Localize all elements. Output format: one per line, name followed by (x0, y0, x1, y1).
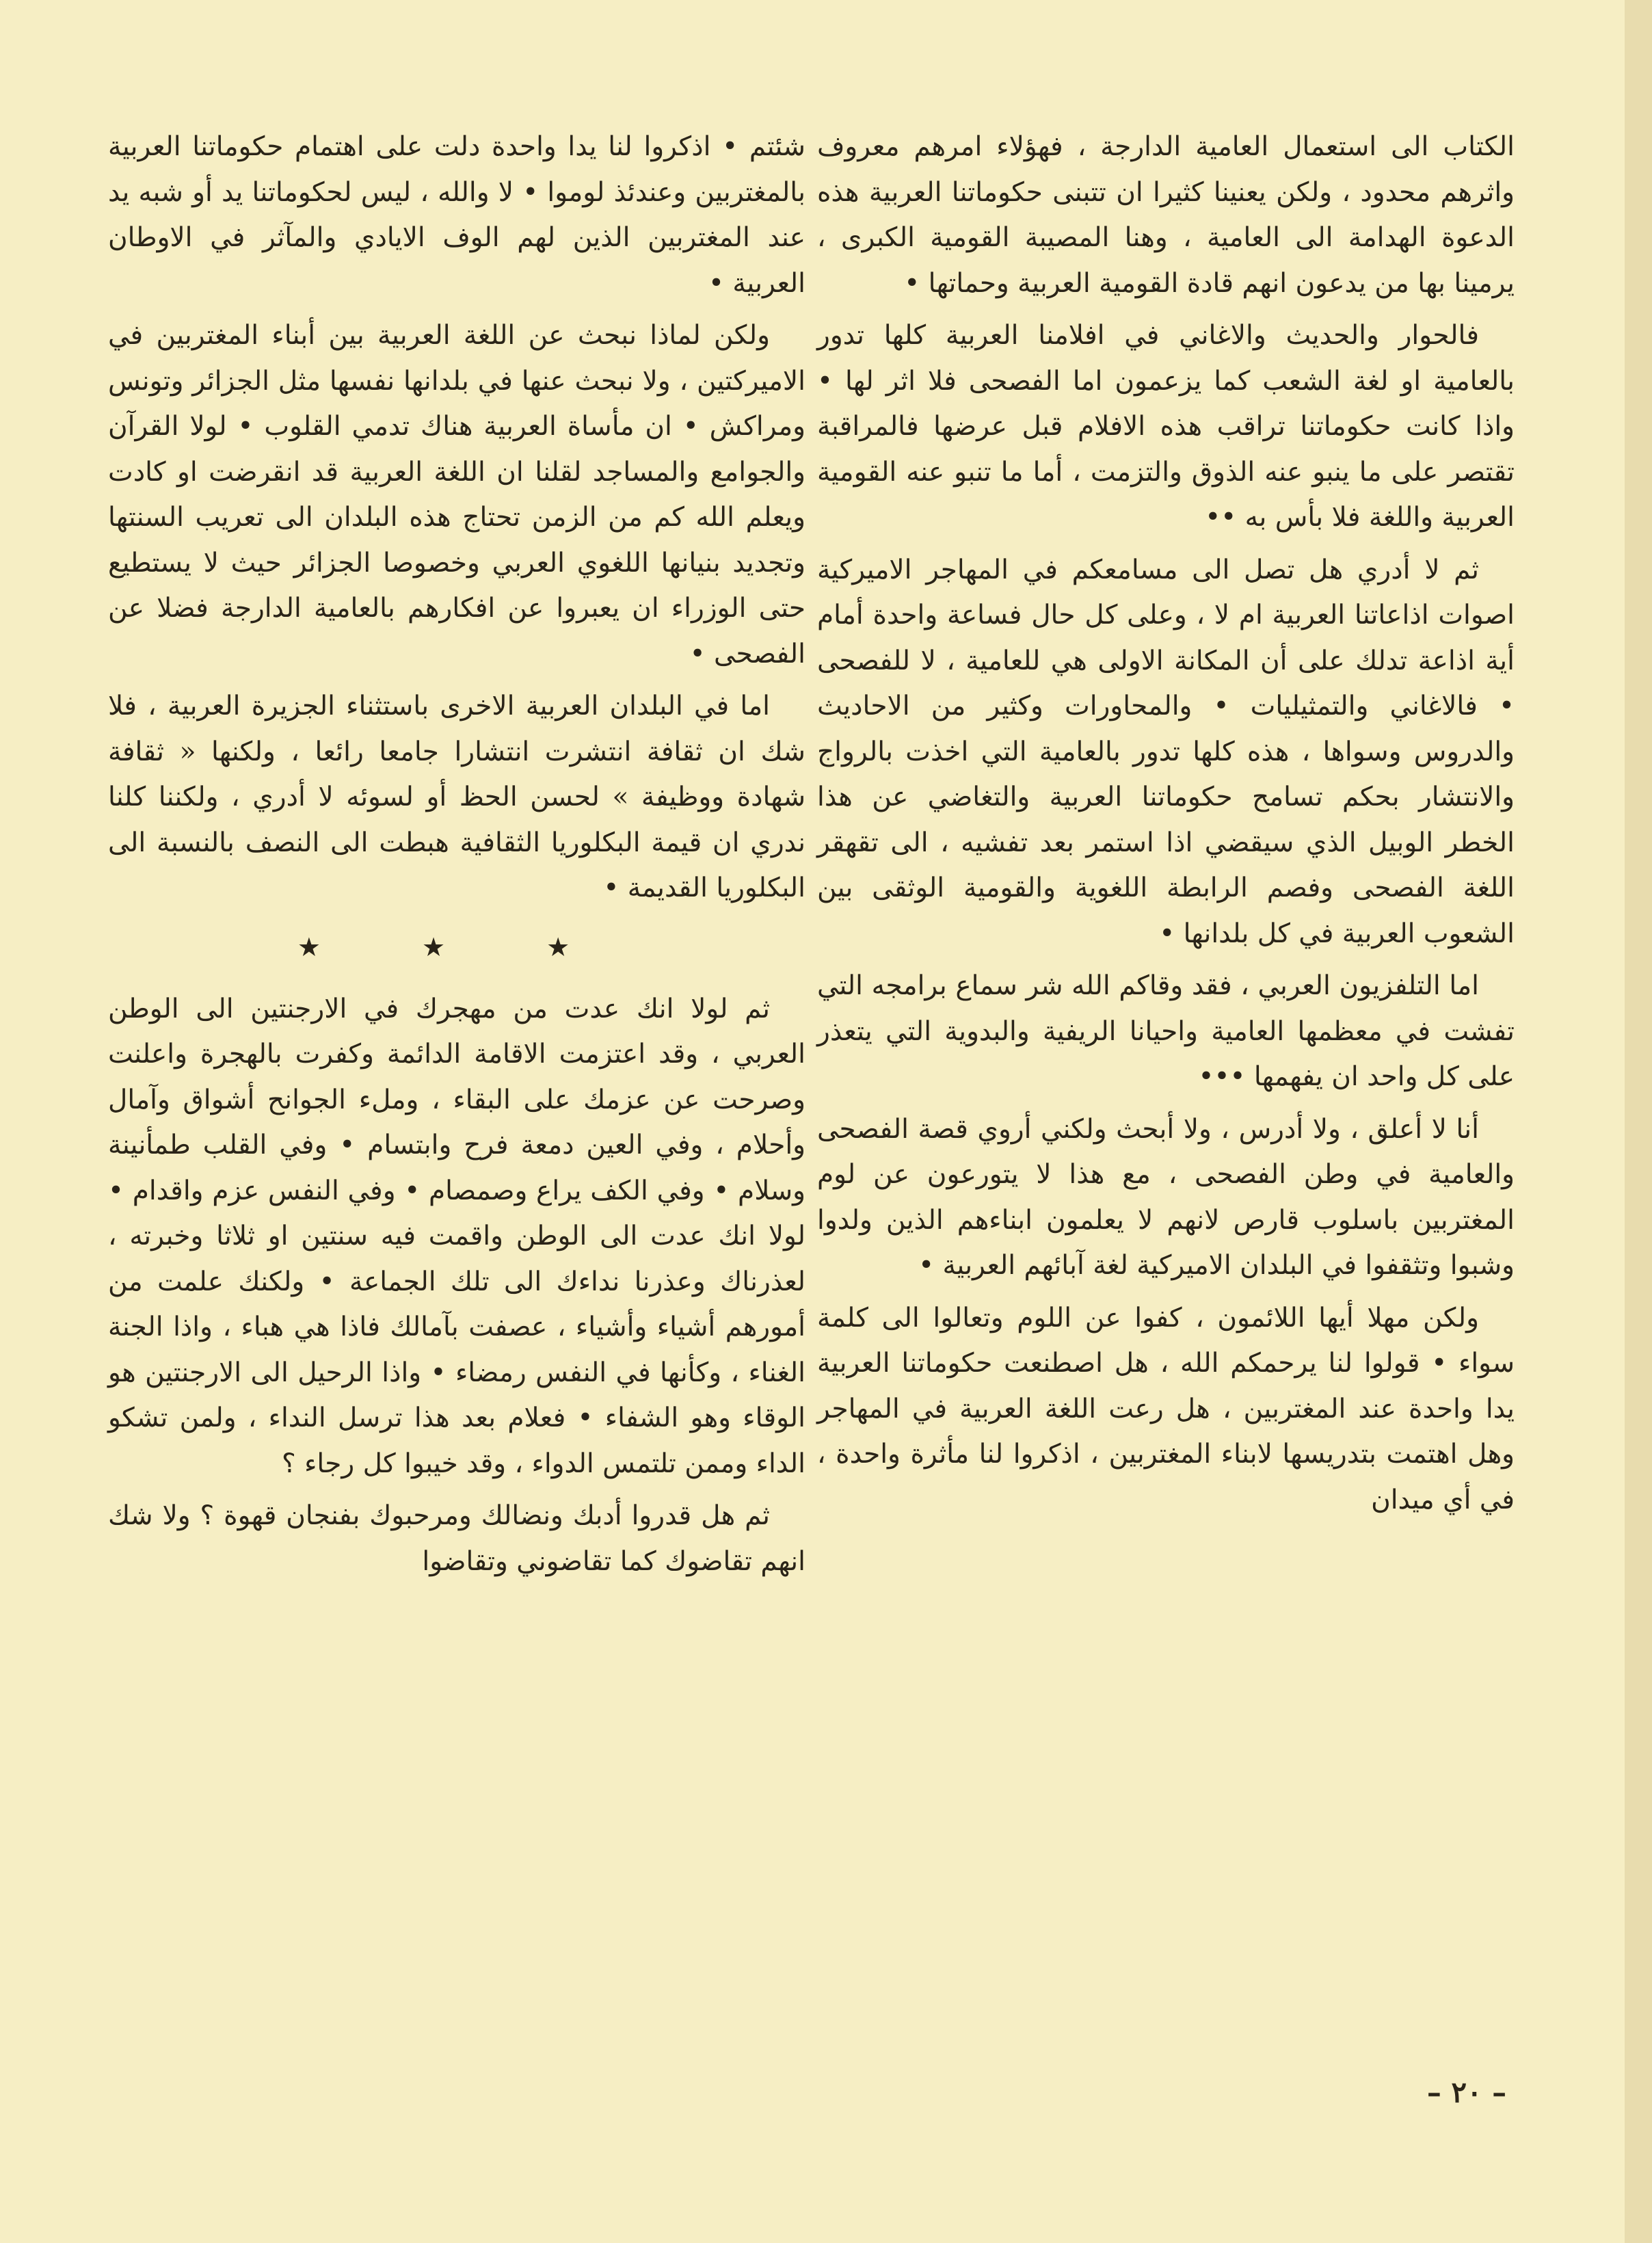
paragraph: الكتاب الى استعمال العامية الدارجة ، فهؤلاء امرهم معروف واثرهم محدود ، ولكن يعنينا كثيرا ان تتبنى حكوماتنا العربية هذه الدعوة الهدامة الى العامية ، وهنا المصيبة القومية الكبرى ، يرمينا بها من يدعون انهم قادة القومية العربية وحماتها • (817, 131, 1515, 299)
paragraph: ثم لا أدري هل تصل الى مسامعكم في المهاجر الاميركية اصوات اذاعاتنا العربية ام لا ، وعلى كل حال فساعة واحدة أمام أية اذاعة تدلك على أن المكانة الاولى هي للعامية ، لا للفصحى • فالاغاني والتمثيليات • والمحاورات وكثير من الاحاديث والدروس وسواها ، هذه كلها تدور بالعامية التي اخذت بالرواج والانتشار بحكم تسامح حكوماتنا العربية والتغاضي عن هذا الخطر الوبيل الذي سيقضي اذا استمر بعد تفشيه ، الى تقهقر اللغة الفصحى وفصم الرابطة اللغوية والقومية الوثقى بين الشعوب العربية في كل بلدانها • (817, 554, 1515, 949)
section-separator-stars: ★ ★ ★ (297, 931, 617, 962)
right-column (817, 124, 1515, 1530)
paragraph: اما في البلدان العربية الاخرى باستثناء الجزيرة العربية ، فلا شك ان ثقافة انتشرت انتشارا جامعا رائعا ، ولكنها « ثقافة شهادة ووظيفة » لحسن الحظ أو لسوئه لا أدري ، ولكننا كلنا ندري ان قيمة البكلوريا الثقافية هبطت الى النصف بالنسبة الى البكلوريا القديمة • (108, 691, 805, 903)
paragraph: فالحوار والحديث والاغاني في افلامنا العربية كلها تدور بالعامية او لغة الشعب كما يزعمون اما الفصحى فلا اثر لها • واذا كانت حكوماتنا تراقب هذه الافلام قبل عرضها فالمراقبة تقتصر على ما ينبو عنه الذوق والتزمت ، أما ما تنبو عنه القومية العربية واللغة فلا بأس به •• (817, 320, 1515, 533)
page-edge-strip (1625, 0, 1652, 2243)
paragraph: اما التلفزيون العربي ، فقد وقاكم الله شر سماع برامجه التي تفشت في معظمها العامية واحيانا الريفية والبدوية التي يتعذر على كل واحد ان يفهمها ••• (817, 970, 1515, 1092)
paragraph: ولكن لماذا نبحث عن اللغة العربية بين أبناء المغتربين في الاميركتين ، ولا نبحث عنها في بلدانها نفسها مثل الجزائر وتونس ومراكش • ان مأساة العربية هناك تدمي القلوب • لولا القرآن والجوامع والمساجد لقلنا ان اللغة العربية قد انقرضت او كادت ويعلم الله كم من الزمن تحتاج هذه البلدان الى تعريب السنتها وتجديد بنيانها اللغوي العربي وخصوصا الجزائر حيث لا يستطيع حتى الوزراء ان يعبروا عن افكارهم بالعامية الدارجة فضلا عن الفصحى • (108, 320, 805, 669)
paragraph: ثم لولا انك عدت من مهجرك في الارجنتين الى الوطن العربي ، وقد اعتزمت الاقامة الدائمة وكفرت بالهجرة واعلنت وصرحت عن عزمك على البقاء ، وملء الجوانح أشواق وآمال وأحلام ، وفي العين دمعة فرح وابتسام • وفي القلب طمأنينة وسلام • وفي الكف يراع وصمصام • وفي النفس عزم واقدام • لولا انك عدت الى الوطن واقمت فيه سنتين او ثلاثا وخبرته ، لعذرناك وعذرنا نداءك الى تلك الجماعة • ولكنك علمت من أمورهم أشياء وأشياء ، عصفت بآمالك فاذا هي هباء ، واذا الجنة الغناء ، وكأنها في النفس رمضاء • واذا الرحيل الى الارجنتين هو الوقاء وهو الشفاء • فعلام بعد هذا ترسل النداء ، ولمن تشكو الداء وممن تلتمس الدواء ، وقد خيبوا كل رجاء ؟ (108, 993, 805, 1479)
page-number: – ٢٠ – (1426, 2075, 1507, 2109)
paragraph: ولكن مهلا أيها اللائمون ، كفوا عن اللوم وتعالوا الى كلمة سواء • قولوا لنا يرحمكم الله ، هل اصطنعت حكوماتنا العربية يدا واحدة عند المغتربين ، هل رعت اللغة العربية في المهاجر وهل اهتمت بتدريسها لابناء المغتربين ، اذكروا لنا مأثرة واحدة ، في أي ميدان (817, 1302, 1515, 1515)
paragraph: أنا لا أعلق ، ولا أدرس ، ولا أبحث ولكني أروي قصة الفصحى والعامية في وطن الفصحى ، مع هذا لا يتورعون عن لوم المغتربين باسلوب قارص لانهم لا يعلمون ابناءهم الذين ولدوا وشبوا وتثقفوا في البلدان الاميركية لغة آبائهم العربية • (817, 1113, 1515, 1281)
left-column (108, 124, 805, 1591)
paragraph: شئتم • اذكروا لنا يدا واحدة دلت على اهتمام حكوماتنا العربية بالمغتربين وعندئذ لوموا • لا والله ، ليس لحكوماتنا يد أو شبه يد عند المغتربين الذين لهم الوف الايادي والمآثر في الاوطان العربية • (108, 131, 805, 299)
paragraph: ثم هل قدروا أدبك ونضالك ومرحبوك بفنجان قهوة ؟ ولا شك انهم تقاضوك كما تقاضوني وتقاضوا (108, 1500, 805, 1577)
